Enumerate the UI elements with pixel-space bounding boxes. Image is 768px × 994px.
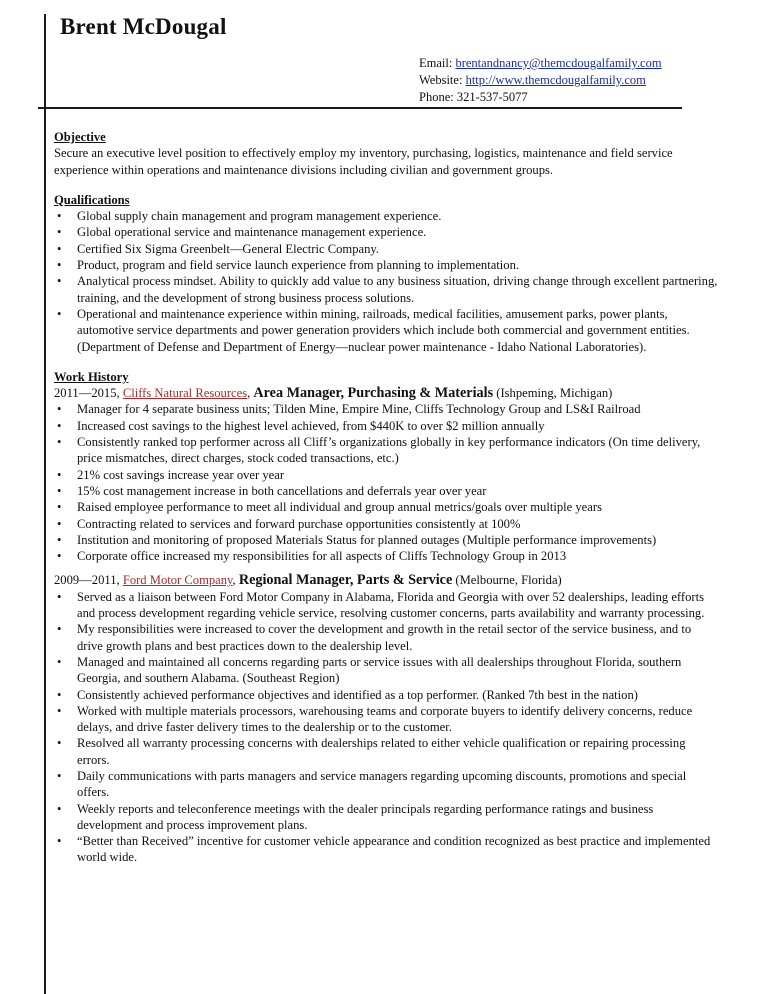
email-line: [419, 55, 662, 72]
list-item: • Raised employee performance to meet all individual and group annual metrics/goals over multiple years: [54, 499, 720, 515]
qualifications-list: [54, 208, 720, 355]
work-history-section: [54, 369, 720, 866]
phone-line: Phone: 321-537-5077: [419, 90, 528, 104]
list-item: • Analytical process mindset. Ability to quickly add value to any business situation, driving change through excellent partnering, training, and the development of strong business process solutions.: [54, 273, 720, 306]
list-item: • Institution and monitoring of proposed Materials Status for planned outages (Multiple performance improvements): [54, 532, 720, 548]
job-duties-list: [54, 401, 720, 564]
job-location: (Ishpeming, Michigan): [493, 386, 613, 401]
qualifications-section: [54, 192, 720, 355]
list-item: • 15% cost management increase in both cancellations and deferrals year over year: [54, 483, 720, 499]
list-item: • Global supply chain management and program management experience.: [54, 208, 720, 224]
email-label: Email:: [419, 56, 456, 70]
contact-block: [419, 55, 662, 106]
list-item: • Consistently achieved performance objectives and identified as a top performer. (Ranked 7th best in the nation): [54, 687, 720, 703]
qualifications-heading: Qualifications: [54, 192, 130, 207]
list-item: • Product, program and field service launch experience from planning to implementation.: [54, 257, 720, 273]
resume-body: [54, 129, 720, 866]
header-divider: [38, 107, 682, 109]
job-header: [54, 385, 720, 401]
list-item: • Worked with multiple materials processors, warehousing teams and corporate buyers to identify delivery concerns, reduce delays, and drive faster delivery times to the dealership or to the customer.: [54, 703, 720, 736]
list-item: • Corporate office increased my responsibilities for all aspects of Cliffs Technology Group in 2013: [54, 548, 720, 564]
job-header: [54, 572, 720, 588]
list-item: • Certified Six Sigma Greenbelt—General Electric Company.: [54, 241, 720, 257]
list-item: • Served as a liaison between Ford Motor Company in Alabama, Florida and Georgia with over 52 dealerships, leading efforts and process development regarding vehicle service, resolving customer concerns, parts availability and warranty processing.: [54, 589, 720, 622]
job-entry: [54, 385, 720, 564]
job-location: (Melbourne, Florida): [452, 573, 562, 588]
list-item: • “Better than Received” incentive for customer vehicle appearance and condition recognized as best practice and implemented world wide.: [54, 833, 720, 866]
list-item: • Managed and maintained all concerns regarding parts or service issues with all dealerships throughout Florida, southern Georgia, and southern Alabama. (Southeast Region): [54, 654, 720, 687]
list-item: • My responsibilities were increased to cover the development and growth in the retail sector of the service business, and to drive growth plans and best practices down to the dealership level.: [54, 621, 720, 654]
job-separator: ,: [232, 573, 239, 588]
work-history-heading: Work History: [54, 369, 129, 384]
job-separator: ,: [247, 386, 254, 401]
website-label: Website:: [419, 73, 466, 87]
job-duties-list: [54, 589, 720, 866]
list-item: • Manager for 4 separate business units; Tilden Mine, Empire Mine, Cliffs Technology Group and LS&I Railroad: [54, 401, 720, 417]
list-item: • Consistently ranked top performer across all Cliff’s organizations globally in key performance indicators (On time delivery, price mismatches, direct charges, stock coded transactions, etc.): [54, 434, 720, 467]
candidate-name: Brent McDougal: [60, 14, 227, 39]
job-dates: 2009—2011,: [54, 573, 123, 588]
job-role: Area Manager, Purchasing & Materials: [253, 385, 494, 402]
job-dates: 2011—2015,: [54, 386, 123, 401]
objective-heading: Objective: [54, 130, 106, 144]
list-item: • Contracting related to services and forward purchase opportunities consistently at 100%: [54, 516, 720, 532]
list-item: • Increased cost savings to the highest level achieved, from $440K to over $2 million annually: [54, 418, 720, 434]
list-item: • 21% cost savings increase year over year: [54, 467, 720, 483]
list-item: • Weekly reports and teleconference meetings with the dealer principals regarding performance ratings and business development and process improvement plans.: [54, 801, 720, 834]
objective-text: Secure an executive level position to effectively employ my inventory, purchasing, logistics, maintenance and field service experience within operations and maintenance divisions including civilian and government groups.: [54, 146, 673, 177]
company-link[interactable]: Ford Motor Company: [122, 573, 233, 588]
objective-section: [54, 129, 720, 178]
list-item: • Global operational service and maintenance management experience.: [54, 224, 720, 240]
list-item: • Daily communications with parts managers and service managers regarding upcoming discounts, promotions and special offers.: [54, 768, 720, 801]
list-item: • Resolved all warranty processing concerns with dealerships related to either vehicle qualification or repairing processing errors.: [54, 735, 720, 768]
website-line: [419, 72, 662, 89]
list-item: • Operational and maintenance experience within mining, railroads, medical facilities, amusement parks, power plants, automotive service departments and power generation providers which include both commercial and government entities. (Department of Defense and Department of Energy—nuclear power maintenance - Idaho National Laboratories).: [54, 306, 720, 355]
job-role: Regional Manager, Parts & Service: [238, 572, 453, 589]
company-link[interactable]: Cliffs Natural Resources: [122, 386, 248, 401]
job-entry: [54, 572, 720, 865]
email-link[interactable]: brentandnancy@themcdougalfamily.com: [455, 56, 662, 70]
left-margin-rule: [44, 14, 46, 994]
website-link[interactable]: http://www.themcdougalfamily.com: [465, 73, 646, 87]
